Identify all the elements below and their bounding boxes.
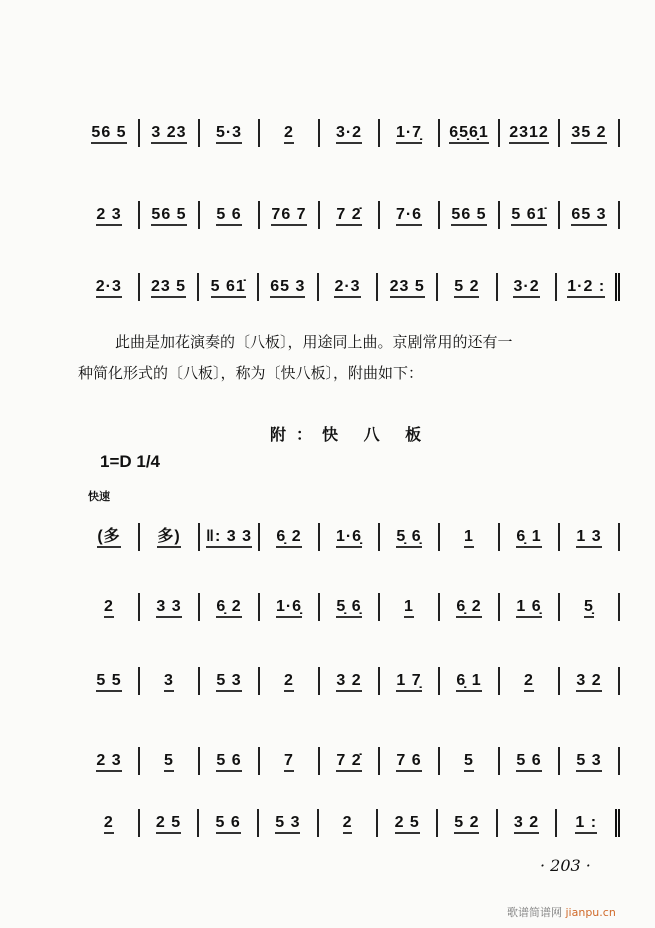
measure — [140, 809, 200, 837]
notes: 3 2 — [576, 672, 601, 692]
notes: 1 — [464, 528, 474, 548]
notes: 2 — [284, 124, 294, 144]
score-row — [80, 592, 620, 622]
measure — [557, 809, 620, 837]
measure — [378, 273, 438, 301]
measure — [438, 273, 498, 301]
notes: 1·7̣ — [396, 124, 422, 144]
measure — [80, 201, 140, 229]
notes: 1·2 : — [567, 278, 605, 298]
measure — [140, 593, 200, 621]
notes: 2312 — [509, 124, 549, 144]
notes: 5 61̇ — [211, 278, 246, 298]
measure — [560, 593, 620, 621]
measure — [140, 201, 200, 229]
measure — [380, 119, 440, 147]
measure — [80, 747, 140, 775]
watermark-url: jianpu.cn — [565, 906, 616, 919]
notes: 5 3 — [216, 672, 241, 692]
notes: 5 6 — [516, 752, 541, 772]
notes: 56 5 — [91, 124, 126, 144]
measure — [80, 119, 140, 147]
notes: 7·6 — [396, 206, 422, 226]
measure — [200, 119, 260, 147]
measure — [200, 523, 260, 551]
notes: 6̣5̣6̣1 — [449, 124, 489, 144]
measure — [140, 523, 200, 551]
score-row — [80, 666, 620, 696]
notes: 1 7̣ — [396, 672, 421, 692]
measure — [199, 809, 259, 837]
measure — [260, 119, 320, 147]
notes: 5·3 — [216, 124, 242, 144]
measure — [260, 523, 320, 551]
notes: 1 — [404, 598, 414, 618]
notes: 2·3 — [96, 278, 122, 298]
measure — [320, 747, 380, 775]
notes: 2·3 — [334, 278, 360, 298]
measure — [560, 747, 620, 775]
measure — [260, 667, 320, 695]
measure — [560, 201, 620, 229]
notes: 5 2 — [454, 814, 479, 834]
notes: 5 5 — [96, 672, 121, 692]
notes: 7 — [284, 752, 294, 772]
song-title: 附：快 八 板 — [270, 425, 432, 444]
notes: 76 7 — [271, 206, 306, 226]
measure — [320, 201, 380, 229]
measure — [259, 809, 319, 837]
measure — [200, 667, 260, 695]
key-signature: 1=D 1/4 — [100, 452, 161, 471]
page-number: · 203 · — [540, 856, 591, 875]
paragraph-line-2: 种简化形式的〔八板〕，称为〔快八板〕，附曲如下： — [78, 364, 424, 382]
measure — [140, 747, 200, 775]
notes: 2 3 — [96, 752, 121, 772]
notes: 23 5 — [390, 278, 425, 298]
measure — [319, 809, 379, 837]
notes: 2 5 — [156, 814, 181, 834]
notes: 5 61̇ — [511, 206, 546, 226]
measure — [560, 523, 620, 551]
measure — [440, 523, 500, 551]
notes: 3 23 — [151, 124, 186, 144]
notes: 5 — [464, 752, 474, 772]
measure — [140, 667, 200, 695]
notes: 7 6 — [396, 752, 421, 772]
notes: 6̣ 1 — [456, 672, 481, 692]
measure — [380, 667, 440, 695]
measure — [200, 747, 260, 775]
notes: 3·2 — [336, 124, 362, 144]
notes: 2 — [104, 814, 114, 834]
notes: 5 3 — [576, 752, 601, 772]
notes: 2 3 — [96, 206, 121, 226]
measure — [140, 119, 200, 147]
measure — [380, 747, 440, 775]
measure — [380, 201, 440, 229]
measure — [320, 667, 380, 695]
paragraph-line-1: 此曲是加花演奏的〔八板〕，用途同上曲。京剧常用的还有一 — [115, 333, 513, 351]
notes: 2 — [524, 672, 534, 692]
notes: 1 : — [575, 814, 597, 834]
measure — [500, 523, 560, 551]
score-row — [80, 118, 620, 148]
measure — [80, 667, 140, 695]
measure — [80, 593, 140, 621]
notes: 5̣ 6̣ — [396, 528, 421, 548]
notes: 65 3 — [270, 278, 305, 298]
notes: 3 2 — [514, 814, 539, 834]
measure — [260, 593, 320, 621]
notes: 5̣ 6̣ — [336, 598, 361, 618]
score-row — [80, 272, 620, 302]
notes: 6̣ 2 — [276, 528, 301, 548]
notes: 1·6̣ — [276, 598, 302, 618]
measure — [560, 667, 620, 695]
notes: 3 2 — [336, 672, 361, 692]
notes: 56 5 — [151, 206, 186, 226]
measure — [440, 747, 500, 775]
measure — [260, 747, 320, 775]
measure — [378, 809, 438, 837]
notes: 5 6 — [216, 814, 241, 834]
measure — [500, 667, 560, 695]
measure — [320, 593, 380, 621]
measure — [500, 201, 560, 229]
notes: 3 — [164, 672, 174, 692]
measure — [319, 273, 379, 301]
notes: 2 — [104, 598, 114, 618]
measure — [560, 119, 620, 147]
notes: 5̣ — [584, 598, 594, 618]
measure — [200, 593, 260, 621]
measure — [200, 201, 260, 229]
score-row — [80, 200, 620, 230]
measure — [440, 667, 500, 695]
measure — [259, 273, 319, 301]
notes: 5 3 — [275, 814, 300, 834]
measure — [500, 593, 560, 621]
notes: 2 — [343, 814, 353, 834]
notes: 1 3 — [576, 528, 601, 548]
notes: 65 3 — [571, 206, 606, 226]
measure — [260, 201, 320, 229]
notes: ‖: 3 3 — [206, 528, 252, 548]
measure — [440, 593, 500, 621]
notes: (多 — [97, 528, 120, 548]
notes: 5 2 — [454, 278, 479, 298]
notes: 多) — [157, 528, 180, 548]
measure — [80, 809, 140, 837]
measure — [498, 273, 558, 301]
notes: 7 2̇ — [336, 752, 361, 772]
measure — [380, 593, 440, 621]
measure — [380, 523, 440, 551]
measure — [140, 273, 200, 301]
notes: 56 5 — [451, 206, 486, 226]
watermark-cn: 歌谱简谱网 — [507, 906, 562, 919]
measure — [557, 273, 620, 301]
notes: 1 6̣ — [516, 598, 541, 618]
watermark — [507, 904, 616, 920]
notes: 2 5 — [395, 814, 420, 834]
notes: 3 3 — [156, 598, 181, 618]
notes: 5 — [164, 752, 174, 772]
measure — [440, 119, 500, 147]
notes: 6̣ 2 — [456, 598, 481, 618]
notes: 7 2̇ — [336, 206, 361, 226]
measure — [80, 523, 140, 551]
measure — [320, 523, 380, 551]
notes: 1·6̣ — [336, 528, 362, 548]
notes: 5 6 — [216, 206, 241, 226]
measure — [80, 273, 140, 301]
measure — [438, 809, 498, 837]
measure — [320, 119, 380, 147]
notes: 2 — [284, 672, 294, 692]
measure — [498, 809, 558, 837]
notes: 3·2 — [513, 278, 539, 298]
measure — [500, 119, 560, 147]
notes: 6̣ 2 — [216, 598, 241, 618]
notes: 6̣ 1 — [516, 528, 541, 548]
tempo-marking: 快速 — [88, 490, 110, 503]
notes: 5 6 — [216, 752, 241, 772]
measure — [199, 273, 259, 301]
score-row — [80, 522, 620, 552]
score-row — [80, 746, 620, 776]
notes: 35 2 — [571, 124, 606, 144]
measure — [500, 747, 560, 775]
notes: 23 5 — [151, 278, 186, 298]
measure — [440, 201, 500, 229]
score-row — [80, 808, 620, 838]
